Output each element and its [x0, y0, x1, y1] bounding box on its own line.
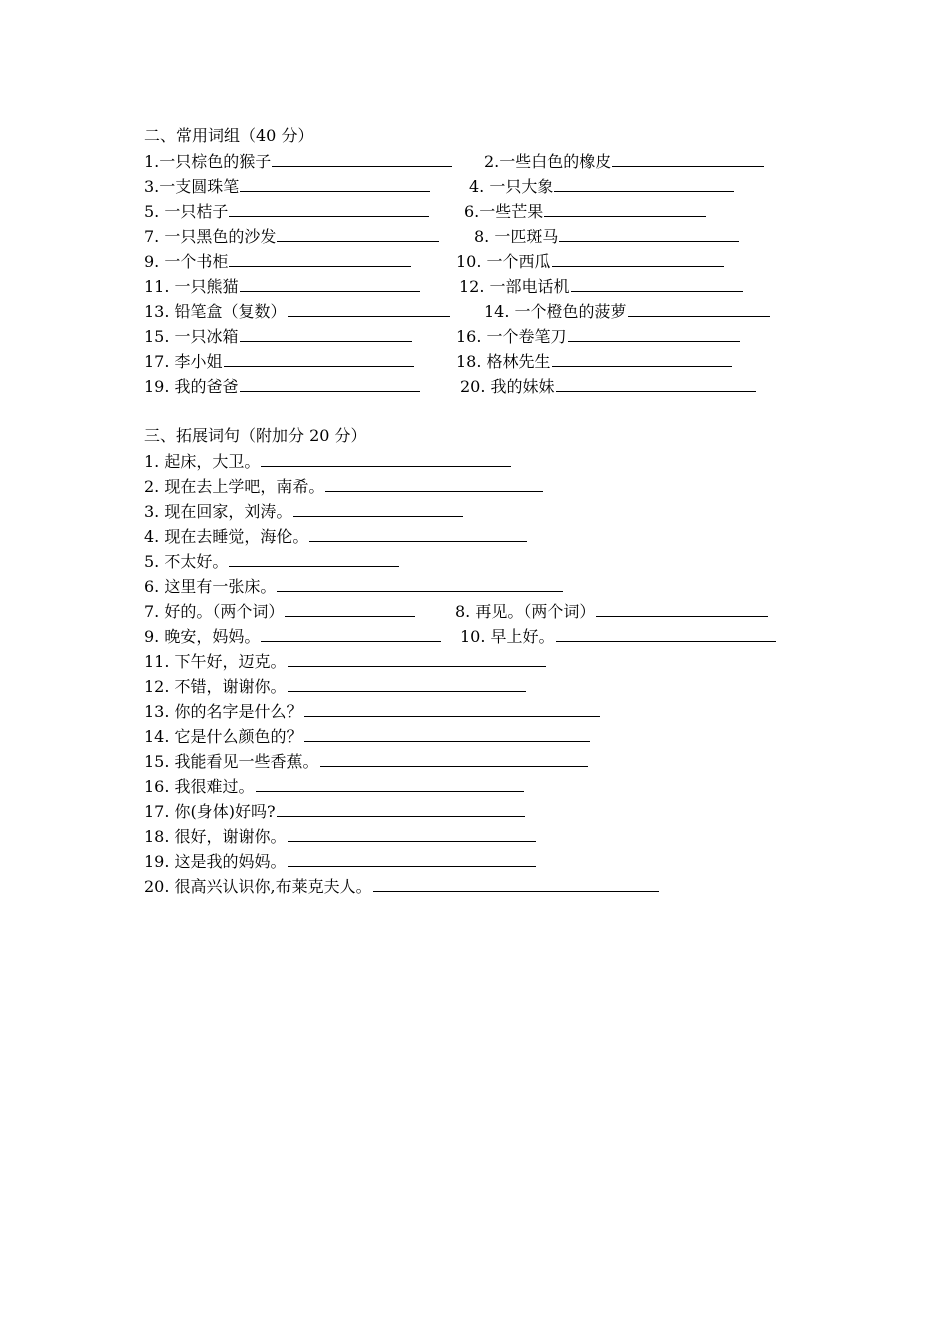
section-2-heading: 二、常用词组（40 分）	[144, 126, 314, 145]
sentence-item: 13. 你的名字是什么？	[144, 699, 600, 724]
sentence-item: 16. 我很难过。	[144, 774, 524, 799]
answer-blank[interactable]	[288, 849, 536, 867]
phrase-item: 2.一些白色的橡皮	[484, 149, 764, 175]
answer-blank[interactable]	[320, 749, 588, 767]
answer-blank[interactable]	[554, 174, 734, 192]
answer-blank[interactable]	[229, 249, 411, 267]
answer-blank[interactable]	[277, 574, 563, 592]
answer-blank[interactable]	[256, 774, 524, 792]
answer-blank[interactable]	[571, 274, 743, 292]
phrase-item: 13. 铅笔盒（复数）	[144, 299, 450, 325]
sentence-item: 15. 我能看见一些香蕉。	[144, 749, 588, 774]
answer-blank[interactable]	[240, 174, 430, 192]
sentence-item: 5. 不太好。	[144, 549, 399, 574]
answer-blank[interactable]	[293, 499, 463, 517]
answer-blank[interactable]	[288, 649, 546, 667]
phrase-item: 3.一支圆珠笔	[144, 174, 430, 200]
answer-blank[interactable]	[568, 324, 740, 342]
answer-blank[interactable]	[544, 199, 706, 217]
answer-blank[interactable]	[288, 674, 526, 692]
sentence-item: 17. 你(身体)好吗?	[144, 799, 525, 824]
sentence-item: 8. 再见。（两个词）	[455, 599, 768, 625]
answer-blank[interactable]	[240, 274, 420, 292]
phrase-item: 19. 我的爸爸	[144, 374, 420, 400]
answer-blank[interactable]	[304, 699, 600, 717]
answer-blank[interactable]	[559, 224, 739, 242]
answer-blank[interactable]	[229, 199, 429, 217]
answer-blank[interactable]	[552, 349, 732, 367]
phrase-item: 11. 一只熊猫	[144, 274, 420, 300]
answer-blank[interactable]	[277, 224, 439, 242]
answer-blank[interactable]	[309, 524, 527, 542]
phrase-item: 20. 我的妹妹	[460, 374, 756, 400]
answer-blank[interactable]	[612, 149, 764, 167]
sentence-item: 4. 现在去睡觉，海伦。	[144, 524, 527, 549]
sentence-item: 12. 不错，谢谢你。	[144, 674, 526, 699]
answer-blank[interactable]	[272, 149, 452, 167]
phrase-item: 9. 一个书柜	[144, 249, 411, 275]
sentence-item: 1. 起床，大卫。	[144, 449, 511, 474]
answer-blank[interactable]	[373, 874, 659, 892]
answer-blank[interactable]	[224, 349, 414, 367]
answer-blank[interactable]	[240, 374, 420, 392]
sentence-item: 9. 晚安，妈妈。	[144, 624, 441, 650]
answer-blank[interactable]	[277, 799, 525, 817]
answer-blank[interactable]	[556, 374, 756, 392]
phrase-item: 18. 格林先生	[456, 349, 732, 375]
phrase-item: 7. 一只黑色的沙发	[144, 224, 439, 250]
phrase-item: 1.一只棕色的猴子	[144, 149, 452, 175]
phrase-item: 15. 一只冰箱	[144, 324, 412, 350]
sentence-item: 2. 现在去上学吧，南希。	[144, 474, 543, 499]
answer-blank[interactable]	[288, 299, 450, 317]
phrase-item: 10. 一个西瓜	[456, 249, 724, 275]
phrase-item: 8. 一匹斑马	[474, 224, 739, 250]
answer-blank[interactable]	[261, 624, 441, 642]
sentence-item: 10. 早上好。	[460, 624, 776, 650]
answer-blank[interactable]	[229, 549, 399, 567]
section-3-heading: 三、拓展词句（附加分 20 分）	[144, 426, 367, 445]
sentence-item: 20. 很高兴认识你,布莱克夫人。	[144, 874, 659, 899]
sentence-item: 14. 它是什么颜色的？	[144, 724, 590, 749]
answer-blank[interactable]	[325, 474, 543, 492]
sentence-item: 3. 现在回家，刘涛。	[144, 499, 463, 524]
answer-blank[interactable]	[596, 599, 768, 617]
answer-blank[interactable]	[240, 324, 412, 342]
answer-blank[interactable]	[304, 724, 590, 742]
answer-blank[interactable]	[628, 299, 770, 317]
phrase-item: 17. 李小姐	[144, 349, 414, 375]
sentence-item: 18. 很好，谢谢你。	[144, 824, 536, 849]
answer-blank[interactable]	[552, 249, 724, 267]
phrase-item: 12. 一部电话机	[459, 274, 743, 300]
phrase-item: 14. 一个橙色的菠萝	[484, 299, 770, 325]
sentence-item: 6. 这里有一张床。	[144, 574, 563, 599]
phrase-item: 4. 一只大象	[469, 174, 734, 200]
sentence-item: 11. 下午好，迈克。	[144, 649, 546, 674]
answer-blank[interactable]	[285, 599, 415, 617]
answer-blank[interactable]	[556, 624, 776, 642]
sentence-item: 19. 这是我的妈妈。	[144, 849, 536, 874]
phrase-item: 5. 一只桔子	[144, 199, 429, 225]
sentence-item: 7. 好的。（两个词）	[144, 599, 415, 625]
phrase-item: 16. 一个卷笔刀	[456, 324, 740, 350]
answer-blank[interactable]	[288, 824, 536, 842]
phrase-item: 6.一些芒果	[464, 199, 706, 225]
answer-blank[interactable]	[261, 449, 511, 467]
